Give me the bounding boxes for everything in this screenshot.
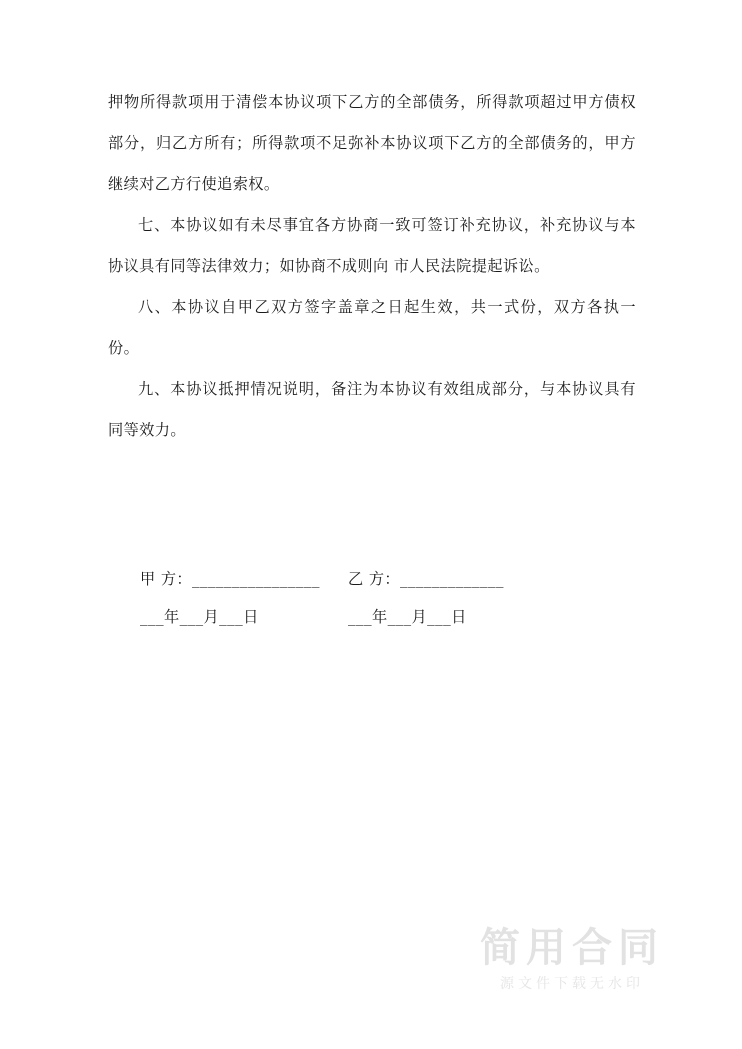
watermark xyxy=(442,925,702,997)
watermark-subtitle: 源文件下载无水印 xyxy=(500,976,644,992)
signature-names-row xyxy=(108,560,636,598)
paragraph-article-seven: 七、本协议如有未尽事宜各方协商一致可签订补充协议，补充协议与本协议具有同等法律效力；如协商不成则向 市人民法院提起诉讼。 xyxy=(108,216,636,275)
paragraph-mortgage-proceeds: 押物所得款项用于清偿本协议项下乙方的全部债务，所得款项超过甲方债权部分，归乙方所有；所得款项不足弥补本协议项下乙方的全部债务的，甲方继续对乙方行使追索权。 xyxy=(108,93,636,193)
party-b-signature-line: 乙 方：_____________ xyxy=(348,570,504,588)
paragraph-article-eight: 八、本协议自甲乙双方签字盖章之日起生效，共一式份，双方各执一份。 xyxy=(108,298,636,357)
watermark-title: 简用合同 xyxy=(480,925,664,971)
paragraph-article-nine: 九、本协议抵押情况说明，备注为本协议有效组成部分，与本协议具有同等效力。 xyxy=(108,380,636,439)
party-a-signature-line: 甲 方：________________ xyxy=(140,570,320,588)
document-body xyxy=(108,82,636,451)
party-a-date-line: ___年___月___日 xyxy=(140,608,259,626)
party-b-date-line: ___年___月___日 xyxy=(348,608,467,626)
signature-block xyxy=(108,560,636,636)
signature-dates-row xyxy=(108,598,636,636)
